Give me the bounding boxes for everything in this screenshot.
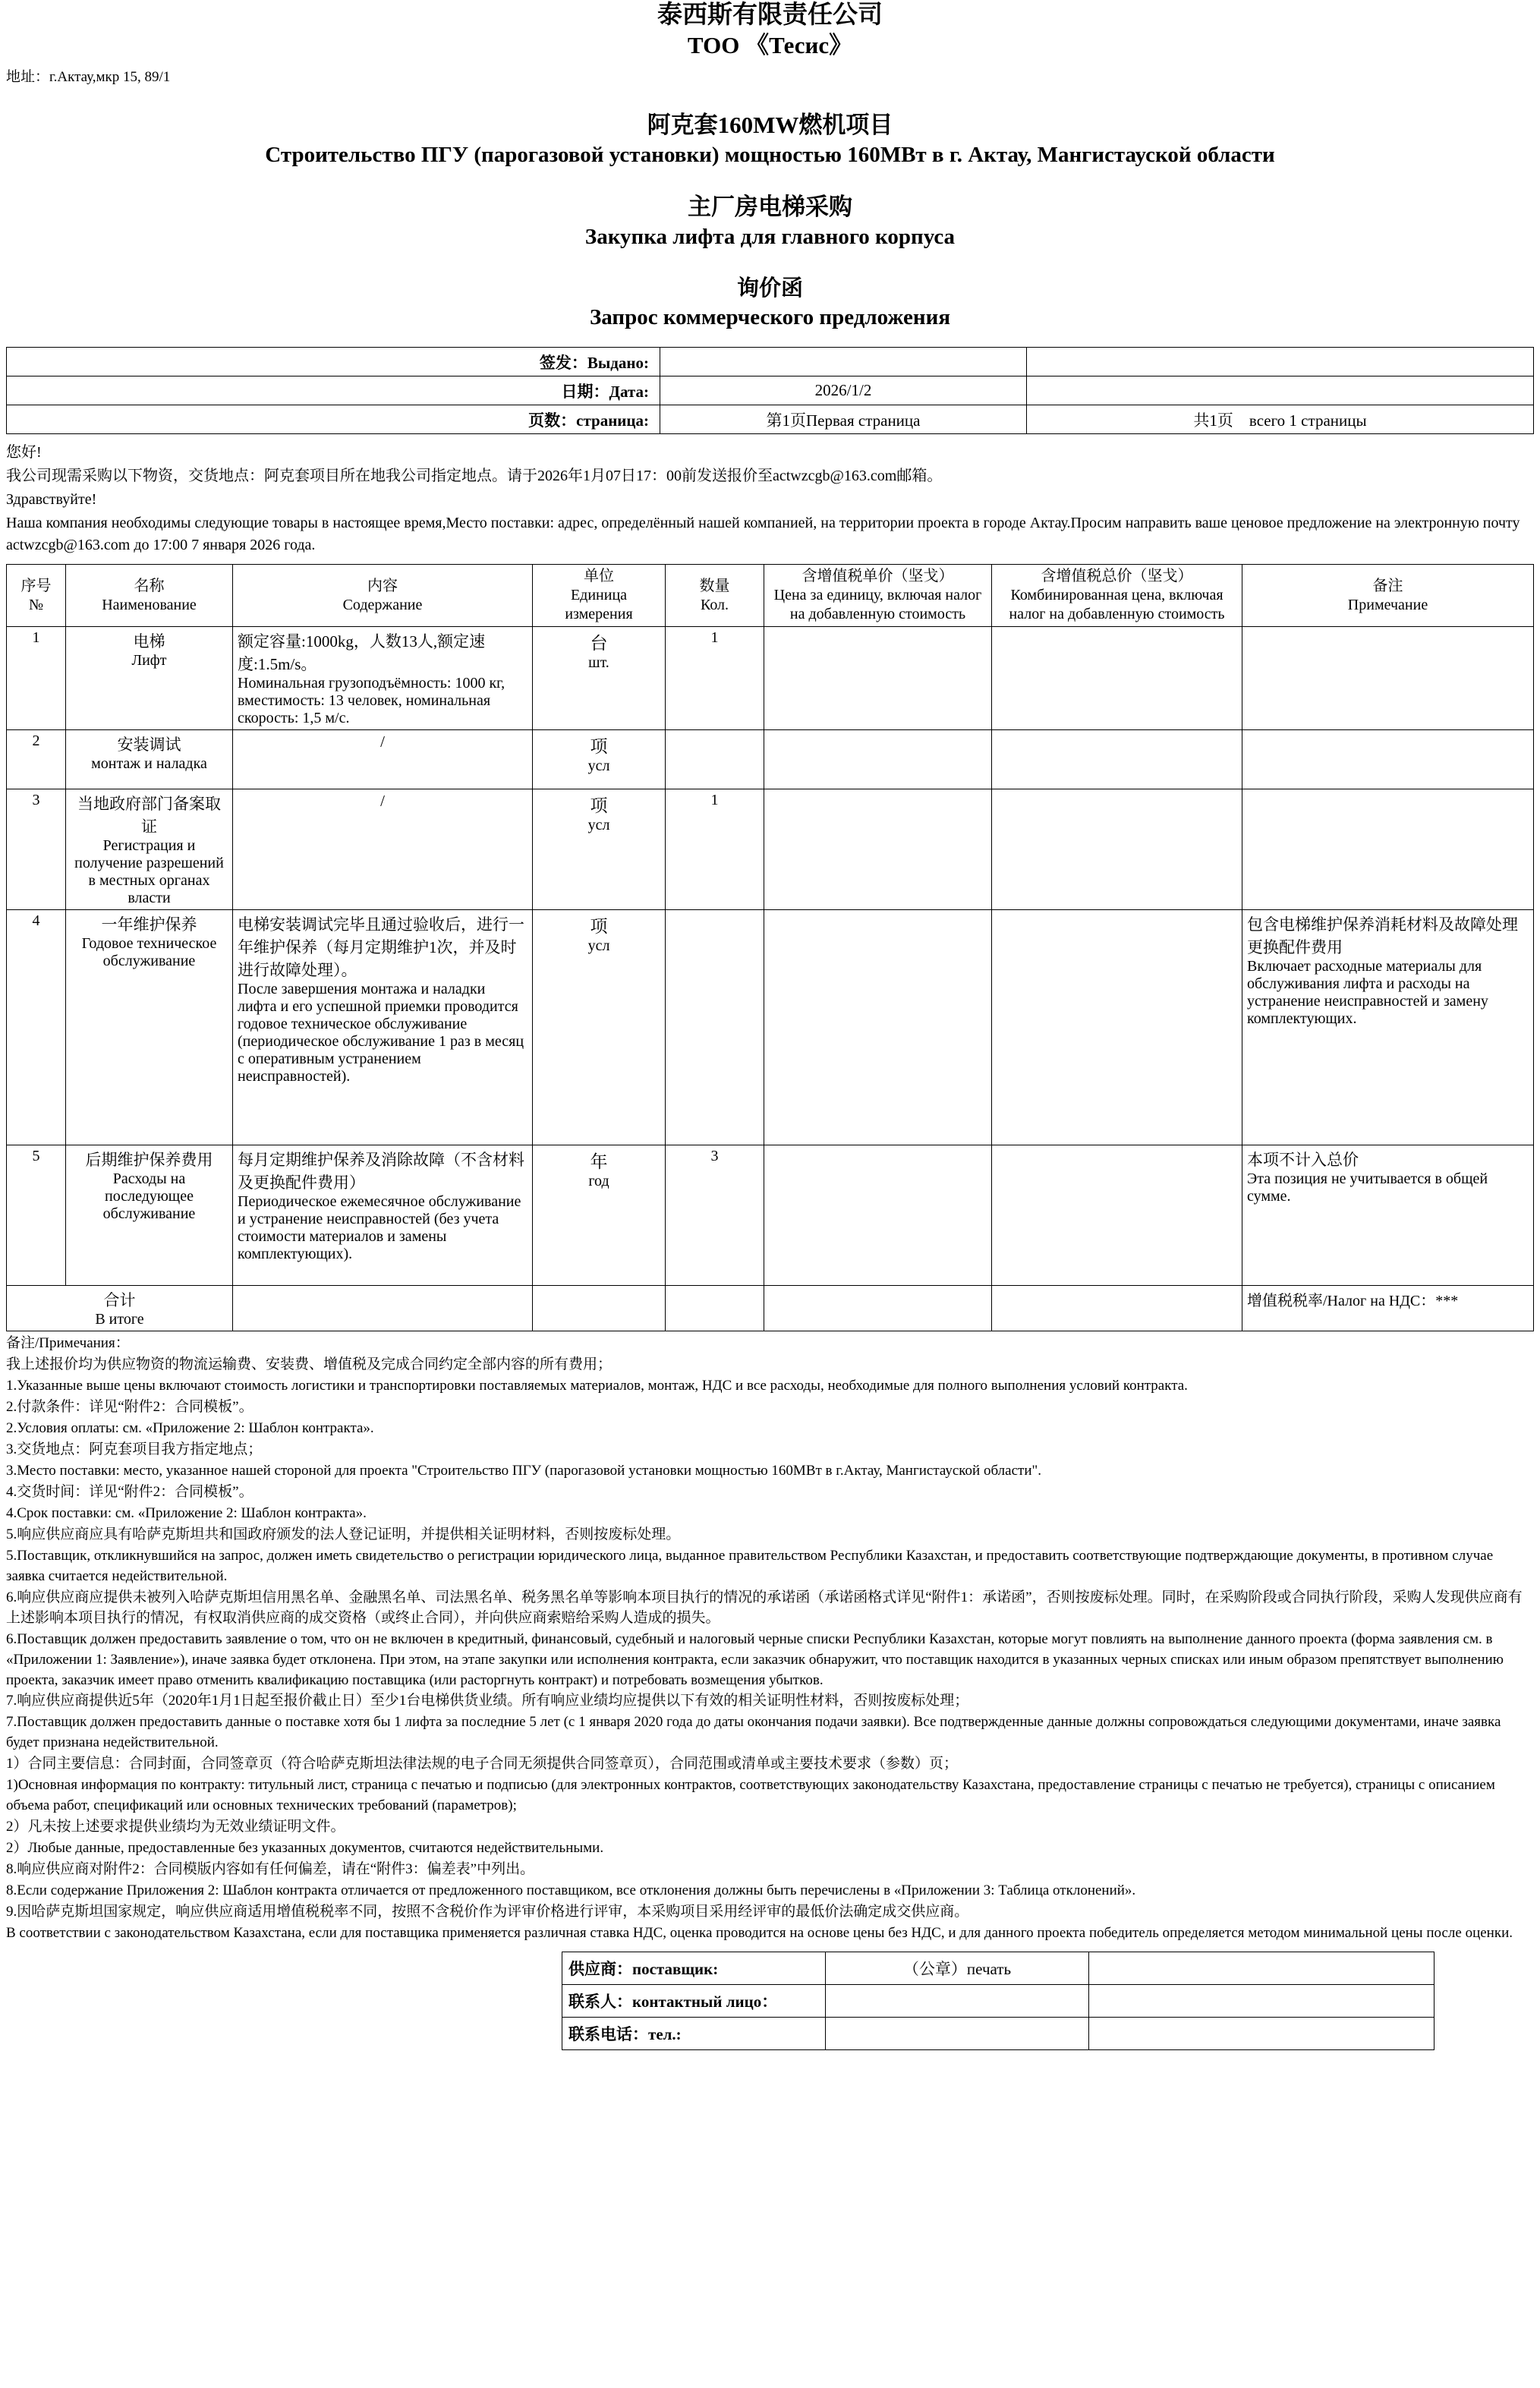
notes-block bbox=[0, 1331, 1540, 1944]
company-name-ru: ТОО 《Тесис》 bbox=[687, 32, 853, 59]
col-qty: 数量 Кол. bbox=[666, 565, 764, 627]
contact-value[interactable] bbox=[826, 1985, 1089, 2018]
note-item: 7.Поставщик должен предоставить данные о поставке хотя бы 1 лифта за последние 5 лет (с 1 января 2020 года до даты окончания подачи заявки). Все подтвержденные данные должны сопровождаться следующими документами, иначе заявка будет признана недействительной. bbox=[6, 1714, 1501, 1751]
company-name-cn: 泰西斯有限责任公司 bbox=[657, 2, 883, 29]
note-item: 1）合同主要信息：合同封面，合同签章页（符合哈萨克斯坦法律法规的电子合同无须提供合同签章页），合同范围或清单或主要技术要求（参数）页； bbox=[6, 1756, 959, 1772]
note-item: 1.Указанные выше цены включают стоимость логистики и транспортировки поставляемых материалов, монтаж, НДС и все расходы, необходимые для полного выполнения условий контракта. bbox=[6, 1377, 1188, 1394]
company-address: 地址：г.Актау,мкр 15, 89/1 bbox=[6, 69, 171, 85]
row-unit: 年 год bbox=[533, 1145, 666, 1286]
signature-row-contact bbox=[562, 1985, 1434, 2018]
note-item: 8.响应供应商对附件2：合同模版内容如有任何偏差，请在“附件3：偏差表”中列出。 bbox=[6, 1861, 535, 1878]
signature-row-supplier bbox=[562, 1952, 1434, 1985]
phone-value[interactable] bbox=[826, 2018, 1089, 2050]
doc-title-cn: 询价函 bbox=[736, 276, 803, 301]
note-item: 2.付款条件：详见“附件2：合同模板”。 bbox=[6, 1398, 254, 1415]
table-row bbox=[7, 730, 1534, 789]
note-item: 2）凡未按上述要求提供业绩均为无效业绩证明文件。 bbox=[6, 1819, 345, 1835]
intro-line-cn: 我公司现需采购以下物资，交货地点：阿克套项目所在地我公司指定地点。请于2026年1月07日17：00前发送报价至actwzcgb@163.com邮箱。 bbox=[6, 468, 943, 484]
note-item: 3.交货地点：阿克套项目我方指定地点； bbox=[6, 1441, 263, 1457]
row-unit-price bbox=[764, 730, 992, 789]
row-total-price bbox=[992, 1145, 1242, 1286]
note-item: 4.Срок поставки: см. «Приложение 2: Шаблон контракта». bbox=[6, 1504, 367, 1521]
signature-table bbox=[562, 1952, 1434, 2050]
meta-row-date bbox=[7, 376, 1534, 405]
meta-value-page: 第1页Первая страница bbox=[660, 405, 1027, 434]
col-content: 内容 Содержание bbox=[233, 565, 533, 627]
meta-label-issued: 签发：Выдано: bbox=[7, 348, 660, 376]
row-note bbox=[1242, 789, 1534, 910]
meta-table bbox=[6, 347, 1534, 434]
total-label: 合计 В итоге bbox=[7, 1286, 233, 1331]
table-row bbox=[7, 789, 1534, 910]
meta-row-issued bbox=[7, 348, 1534, 376]
total-content bbox=[233, 1286, 533, 1331]
row-total-price bbox=[992, 910, 1242, 1145]
row-name: 后期维护保养费用 Расходы на последующее обслуживание bbox=[66, 1145, 233, 1286]
table-row bbox=[7, 627, 1534, 730]
row-unit: 项 усл bbox=[533, 789, 666, 910]
contact-label: 联系人：контактный лицо： bbox=[562, 1985, 826, 2018]
project-title-cn: 阿克套160MW燃机项目 bbox=[647, 112, 893, 138]
row-unit: 台 шт. bbox=[533, 627, 666, 730]
signature-row-phone bbox=[562, 2018, 1434, 2050]
note-item: 4.交货时间：详见“附件2：合同模板”。 bbox=[6, 1483, 254, 1500]
note-item: 2.Условия оплаты: см. «Приложение 2: Шаблон контракта». bbox=[6, 1419, 374, 1436]
total-note: 增值税税率/Налог на НДС：*** bbox=[1242, 1286, 1534, 1331]
row-note bbox=[1242, 627, 1534, 730]
row-content: 电梯安装调试完毕且通过验收后，进行一年维护保养（每月定期维护1次，并及时进行故障处理）。 После завершения монтажа и наладки лифта и его успешной приемки проводится годовое техническое обслуживание (периодическое обслуживание 1 раз в месяц с оперативным устранением неисправностей). bbox=[233, 910, 533, 1145]
row-total-price bbox=[992, 627, 1242, 730]
table-row bbox=[7, 910, 1534, 1145]
note-item: 2）Любые данные, предоставленные без указанных документов, считаются недействительными. bbox=[6, 1840, 604, 1857]
scope-title-ru: Закупка лифта для главного корпуса bbox=[584, 225, 956, 249]
row-no: 4 bbox=[7, 910, 66, 1145]
total-total-price bbox=[992, 1286, 1242, 1331]
note-item: 5.Поставщик, откликнувшийся на запрос, должен иметь свидетельство о регистрации юридического лица, выданное правительством Республики Казахстан, и предоставить соответствующие подтверждающие документы, в противном случае заявка считается недействительной. bbox=[6, 1547, 1494, 1584]
total-qty bbox=[666, 1286, 764, 1331]
row-note: 包含电梯维护保养消耗材料及故障处理更换配件费用 Включает расходные материалы для обслуживания лифта и расходы на устранение неисправностей и замену комплектующих. bbox=[1242, 910, 1534, 1145]
row-name: 电梯 Лифт bbox=[66, 627, 233, 730]
row-unit-price bbox=[764, 910, 992, 1145]
supplier-seal: （公章）печать bbox=[826, 1952, 1089, 1985]
row-content: / bbox=[233, 730, 533, 789]
note-item: 8.Если содержание Приложения 2: Шаблон контракта отличается от предложенного поставщиком, все отклонения должны быть перечислены в «Приложении 3: Таблица отклонений». bbox=[6, 1882, 1136, 1899]
meta-value-date: 2026/1/2 bbox=[660, 376, 1027, 405]
row-name: 当地政府部门备案取证 Регистрация и получение разрешений в местных органах власти bbox=[66, 789, 233, 910]
col-note: 备注 Примечание bbox=[1242, 565, 1534, 627]
table-total-row bbox=[7, 1286, 1534, 1331]
notes-title: 备注/Примечания： bbox=[6, 1335, 130, 1351]
row-qty: 3 bbox=[666, 1145, 764, 1286]
note-item: 1)Основная информация по контракту: титульный лист, страница с печатью и подписью (для электронных контрактов, соответствующих законодательству Казахстана, предоставление страницы с печатью не требуется), страницы с описанием объема работ, спецификаций или основных технических требований (параметров); bbox=[6, 1777, 1495, 1814]
row-unit-price bbox=[764, 1145, 992, 1286]
row-name: 安装调试 монтаж и наладка bbox=[66, 730, 233, 789]
meta-value-issued bbox=[660, 348, 1027, 376]
note-item: 6.Поставщик должен предоставить заявление о том, что он не включен в кредитный, финансовый, судебный и налоговый черные списки Республики Казахстан, которые могут повлиять на выполнение данного проекта (форма заявления см. в «Приложении 1: Заявление»), иначе заявка будет отклонена. При этом, на этапе закупки или исполнения контракта, если заказчик обнаружит, что поставщик находится в указанных черных списках или иным образом препятствует выполнению проекта, заказчик имеет право отменить квалификацию поставщика (или расторгнуть контракт) и потребовать возмещения убытков. bbox=[6, 1630, 1504, 1688]
project-title-ru: Строительство ПГУ (парогазовой установки) мощностью 160МВт в г. Актау, Мангистауской области bbox=[265, 143, 1275, 167]
contact-extra[interactable] bbox=[1089, 1985, 1434, 2018]
supplier-label: 供应商：поставщик: bbox=[562, 1952, 826, 1985]
intro-line-ru: Наша компания необходимы следующие товары в настоящее время,Место поставки: адрес, определённый нашей компанией, на территории проекта в городе Актау.Просим направить ваше ценовое предложение на электронную почту actwzcgb@163.com до 17:00 7 января 2026 года. bbox=[6, 515, 1520, 553]
doc-title-ru: Запрос коммерческого предложения bbox=[589, 305, 951, 329]
row-no: 1 bbox=[7, 627, 66, 730]
scope-title-cn: 主厂房电梯采购 bbox=[688, 194, 852, 220]
row-total-price bbox=[992, 730, 1242, 789]
row-unit-price bbox=[764, 627, 992, 730]
col-name: 名称 Наименование bbox=[66, 565, 233, 627]
row-content: 每月定期维护保养及消除故障（不含材料及更换配件费用） Периодическое ежемесячное обслуживание и устранение неисправностей (без учета стоимости материалов и замены комплектующих). bbox=[233, 1145, 533, 1286]
table-row bbox=[7, 1145, 1534, 1286]
total-unit-price bbox=[764, 1286, 992, 1331]
row-unit-price bbox=[764, 789, 992, 910]
row-unit: 项 усл bbox=[533, 910, 666, 1145]
intro-greeting-cn: 您好! bbox=[6, 444, 42, 461]
total-unit bbox=[533, 1286, 666, 1331]
intro-block bbox=[0, 434, 1540, 559]
note-item: 6.响应供应商应提供未被列入哈萨克斯坦信用黑名单、金融黑名单、司法黑名单、税务黑名单等影响本项目执行的情况的承诺函（承诺函格式详见“附件1：承诺函”，否则按废标处理。同时，在采购阶段或合同执行阶段，采购人发现供应商有上述影响本项目执行的情况，有权取消供应商的成交资格（或终止合同），并向供应商索赔给采购人造成的损失。 bbox=[6, 1589, 1523, 1626]
col-unit-price: 含增值税单价（坚戈） Цена за единицу, включая налог на добавленную стоимость bbox=[764, 565, 992, 627]
meta-extra-issued bbox=[1027, 348, 1534, 376]
items-table bbox=[6, 564, 1534, 1331]
row-content: / bbox=[233, 789, 533, 910]
col-total-price: 含增值税总价（坚戈） Комбинированная цена, включая налог на добавленную стоимость bbox=[992, 565, 1242, 627]
row-no: 3 bbox=[7, 789, 66, 910]
note-item: 3.Место поставки: место, указанное нашей стороной для проекта "Строительство ПГУ (парогазовой установки мощностью 160МВт в г.Актау, Мангистауской области". bbox=[6, 1462, 1041, 1479]
row-unit: 项 усл bbox=[533, 730, 666, 789]
meta-row-page bbox=[7, 405, 1534, 434]
phone-extra[interactable] bbox=[1089, 2018, 1434, 2050]
row-total-price bbox=[992, 789, 1242, 910]
note-item: 我上述报价均为供应物资的物流运输费、安装费、增值税及完成合同约定全部内容的所有费用； bbox=[6, 1356, 613, 1372]
phone-label: 联系电话：тел.: bbox=[562, 2018, 826, 2050]
col-unit: 单位 Единица измерения bbox=[533, 565, 666, 627]
title-block bbox=[0, 106, 1540, 330]
note-item: 7.响应供应商提供近5年（2020年1月1日起至报价截止日）至少1台电梯供货业绩。所有响应业绩均应提供以下有效的相关证明性材料，否则按废标处理； bbox=[6, 1693, 969, 1709]
intro-greeting-ru: Здравствуйте! bbox=[6, 491, 97, 508]
row-name: 一年维护保养 Годовое техническое обслуживание bbox=[66, 910, 233, 1145]
supplier-value[interactable] bbox=[1089, 1952, 1434, 1985]
row-qty: 1 bbox=[666, 789, 764, 910]
table-header-row bbox=[7, 565, 1534, 627]
meta-label-page: 页数：страница: bbox=[7, 405, 660, 434]
note-item: 5.响应供应商应具有哈萨克斯坦共和国政府颁发的法人登记证明，并提供相关证明材料，否则按废标处理。 bbox=[6, 1526, 681, 1542]
meta-extra-date bbox=[1027, 376, 1534, 405]
note-item: В соответствии с законодательством Казахстана, если для поставщика применяется различная ставка НДС, оценка проводится на основе цены без НДС, и для данного проекта победитель определяется методом минимальной цены после оценки. bbox=[6, 1925, 1513, 1942]
note-item: 9.因哈萨克斯坦国家规定，响应供应商适用增值税税率不同，按照不含税价作为评审价格进行评审，本采购项目采用经评审的最低价法确定成交供应商。 bbox=[6, 1904, 969, 1920]
row-qty: 1 bbox=[666, 627, 764, 730]
row-note: 本项不计入总价 Эта позиция не учитывается в общей сумме. bbox=[1242, 1145, 1534, 1286]
col-no: 序号 № bbox=[7, 565, 66, 627]
row-qty bbox=[666, 910, 764, 1145]
row-content: 额定容量:1000kg，人数13人,额定速度:1.5m/s。 Номинальная грузоподъёмность: 1000 кг, вместимость: 13 человек, номинальная скорость: 1,5 м/с. bbox=[233, 627, 533, 730]
row-no: 5 bbox=[7, 1145, 66, 1286]
row-qty bbox=[666, 730, 764, 789]
meta-extra-page: 共1页 всего 1 страницы bbox=[1027, 405, 1534, 434]
meta-label-date: 日期：Дата: bbox=[7, 376, 660, 405]
row-note bbox=[1242, 730, 1534, 789]
row-no: 2 bbox=[7, 730, 66, 789]
